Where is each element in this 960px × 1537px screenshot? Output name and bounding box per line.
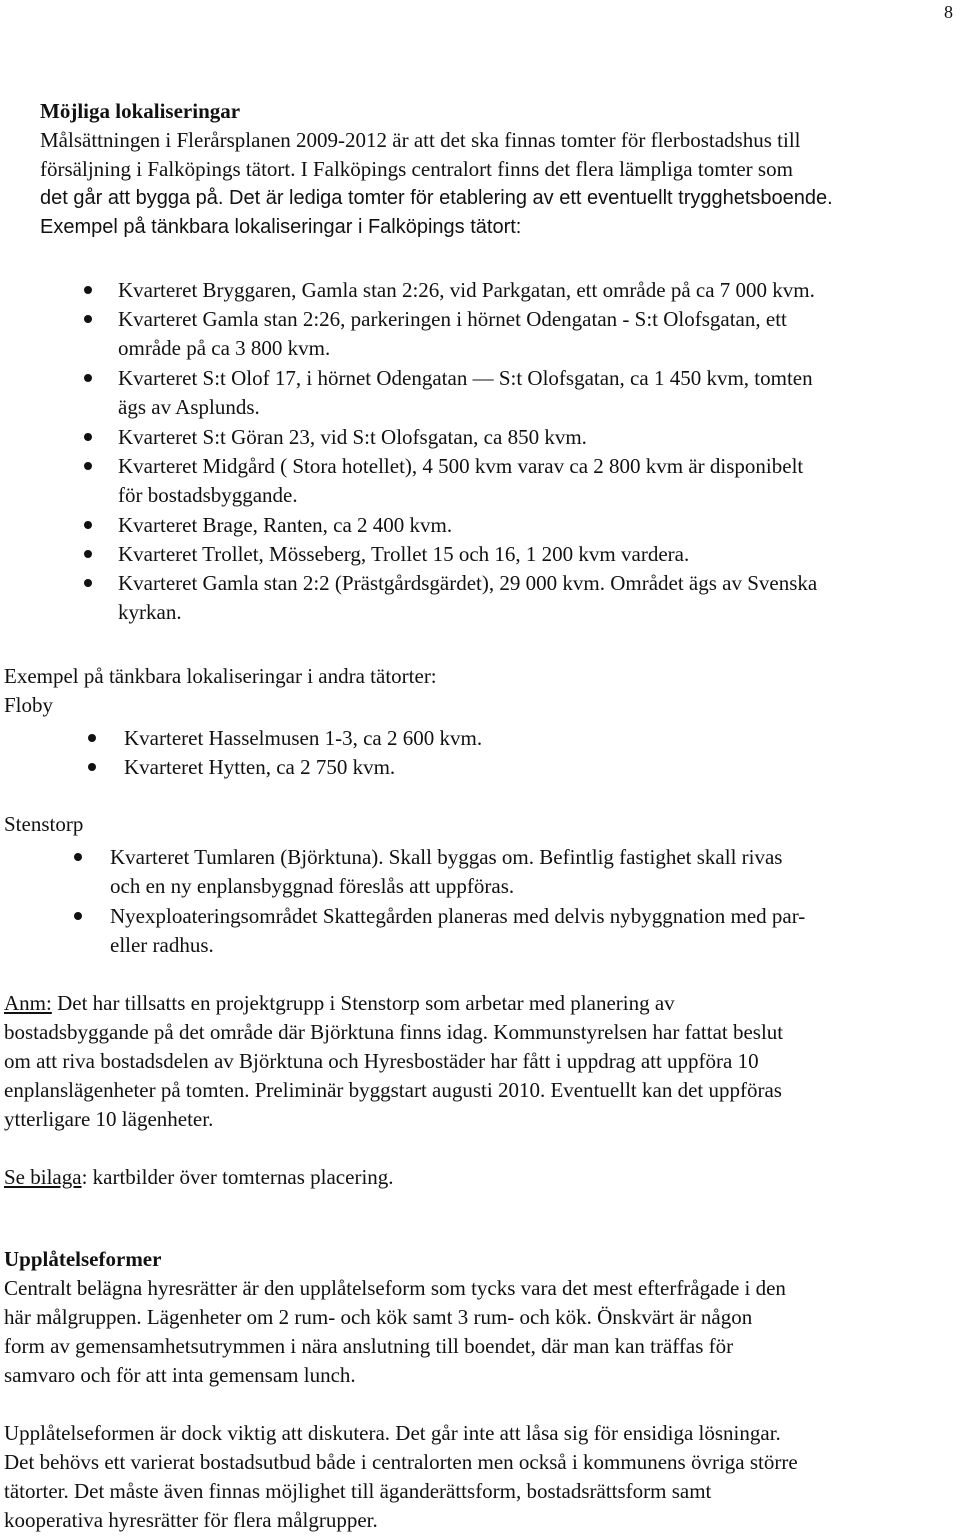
anm-line: enplanslägenheter på tomten. Preliminär byggstart augusti 2010. Eventuellt kan det uppföras: [4, 1078, 782, 1102]
list-item-text: ägs av Asplunds.: [118, 395, 260, 419]
list-item-text: för bostadsbyggande.: [118, 483, 298, 507]
section-heading-lokaliseringar: Möjliga lokaliseringar: [40, 99, 241, 123]
page-number: 8: [944, 2, 953, 22]
list-item-text: eller radhus.: [110, 933, 214, 957]
bullet-icon: [84, 374, 92, 382]
paragraph-line: tätorter. Det måste även finnas möjlighet till äganderättsform, bostadsrättsform samt: [4, 1479, 712, 1503]
intro-line: försäljning i Falköpings tätort. I Falköpings centralort finns det flera lämpliga tomter som: [40, 157, 793, 181]
list-item-text: Kvarteret S:t Göran 23, vid S:t Olofsgatan, ca 850 kvm.: [118, 425, 587, 449]
bilaga-line: [4, 1163, 394, 1192]
anm-line: ytterligare 10 lägenheter.: [4, 1107, 214, 1131]
list-item-text: och en ny enplansbyggnad föreslås att uppföras.: [110, 874, 515, 898]
anm-text: Det har tillsatts en projektgrupp i Stenstorp som arbetar med planering av: [51, 991, 675, 1015]
section-heading-upplatelseformer: Upplåtelseformer: [4, 1247, 162, 1271]
town-name-stenstorp: Stenstorp: [4, 812, 84, 836]
anm-first-line: [4, 989, 675, 1018]
bullet-icon: [88, 763, 96, 771]
bullet-icon: [84, 462, 92, 470]
bullet-icon: [84, 579, 92, 587]
bullet-icon: [84, 433, 92, 441]
bullet-icon: [88, 734, 96, 742]
list-item-text: Kvarteret Hasselmusen 1-3, ca 2 600 kvm.: [124, 726, 483, 750]
paragraph-line: Centralt belägna hyresrätter är den upplåtelseform som tycks vara det mest efterfrågade i den: [4, 1276, 786, 1300]
list-item-text: Kvarteret S:t Olof 17, i hörnet Odengatan — S:t Olofsgatan, ca 1 450 kvm, tomten: [118, 366, 813, 390]
list-item-text: Kvarteret Hytten, ca 2 750 kvm.: [124, 755, 396, 779]
list-item-text: Kvarteret Gamla stan 2:2 (Prästgårdsgärdet), 29 000 kvm. Området ägs av Svenska: [118, 571, 818, 595]
list-item-text: Kvarteret Brage, Ranten, ca 2 400 kvm.: [118, 513, 453, 537]
bullet-icon: [84, 550, 92, 558]
bullet-icon: [84, 286, 92, 294]
list-item-text: Kvarteret Gamla stan 2:26, parkeringen i hörnet Odengatan - S:t Olofsgatan, ett: [118, 307, 787, 331]
anm-label: Anm:: [4, 991, 52, 1015]
town-name-floby: Floby: [4, 693, 54, 717]
list-item-text: Kvarteret Trollet, Mösseberg, Trollet 15 och 16, 1 200 kvm vardera.: [118, 542, 690, 566]
paragraph-line: form av gemensamhetsutrymmen i nära anslutning till boendet, där man kan träffas för: [4, 1334, 734, 1358]
bilaga-text: : kartbilder över tomternas placering.: [81, 1165, 394, 1189]
list-item-text: Kvarteret Tumlaren (Björktuna). Skall byggas om. Befintlig fastighet skall rivas: [110, 845, 783, 869]
list-item-text: område på ca 3 800 kvm.: [118, 336, 331, 360]
list-item-text: kyrkan.: [118, 600, 182, 624]
paragraph-line: här målgruppen. Lägenheter om 2 rum- och kök samt 3 rum- och kök. Önskvärt är någon: [4, 1305, 753, 1329]
paragraph-line: samvaro och för att inta gemensam lunch.: [4, 1363, 356, 1387]
bullet-icon: [74, 912, 82, 920]
paragraph-line: kooperativa hyresrätter för flera målgrupper.: [4, 1508, 378, 1532]
paragraph-line: Det behövs ett varierat bostadsutbud både i centralorten men också i kommunens övriga större: [4, 1450, 798, 1474]
anm-line: bostadsbyggande på det område där Björktuna finns idag. Kommunstyrelsen har fattat beslut: [4, 1020, 784, 1044]
list-item-text: Nyexploateringsområdet Skattegården planeras med delvis nybyggnation med par-: [110, 904, 806, 928]
list-item-text: Kvarteret Bryggaren, Gamla stan 2:26, vid Parkgatan, ett område på ca 7 000 kvm.: [118, 278, 815, 302]
other-towns-intro: Exempel på tänkbara lokaliseringar i andra tätorter:: [4, 664, 437, 688]
bilaga-label: Se bilaga: [4, 1165, 82, 1189]
anm-line: om att riva bostadsdelen av Björktuna och Hyresbostäder har fått i uppdrag att uppföra 10: [4, 1049, 759, 1073]
paragraph-line: Upplåtelseformen är dock viktig att diskutera. Det går inte att låsa sig för ensidiga lösningar.: [4, 1421, 781, 1445]
intro-line: Målsättningen i Flerårsplanen 2009-2012 är att det ska finnas tomter för flerbostadshus till: [40, 128, 801, 152]
bullet-icon: [84, 315, 92, 323]
list-item-text: Kvarteret Midgård ( Stora hotellet), 4 500 kvm varav ca 2 800 kvm är disponibelt: [118, 454, 804, 478]
intro-line: Exempel på tänkbara lokaliseringar i Falköpings tätort:: [40, 216, 522, 238]
intro-line: det går att bygga på. Det är lediga tomter för etablering av ett eventuellt trygghetsboende.: [40, 187, 833, 209]
bullet-icon: [74, 853, 82, 861]
bullet-icon: [84, 521, 92, 529]
